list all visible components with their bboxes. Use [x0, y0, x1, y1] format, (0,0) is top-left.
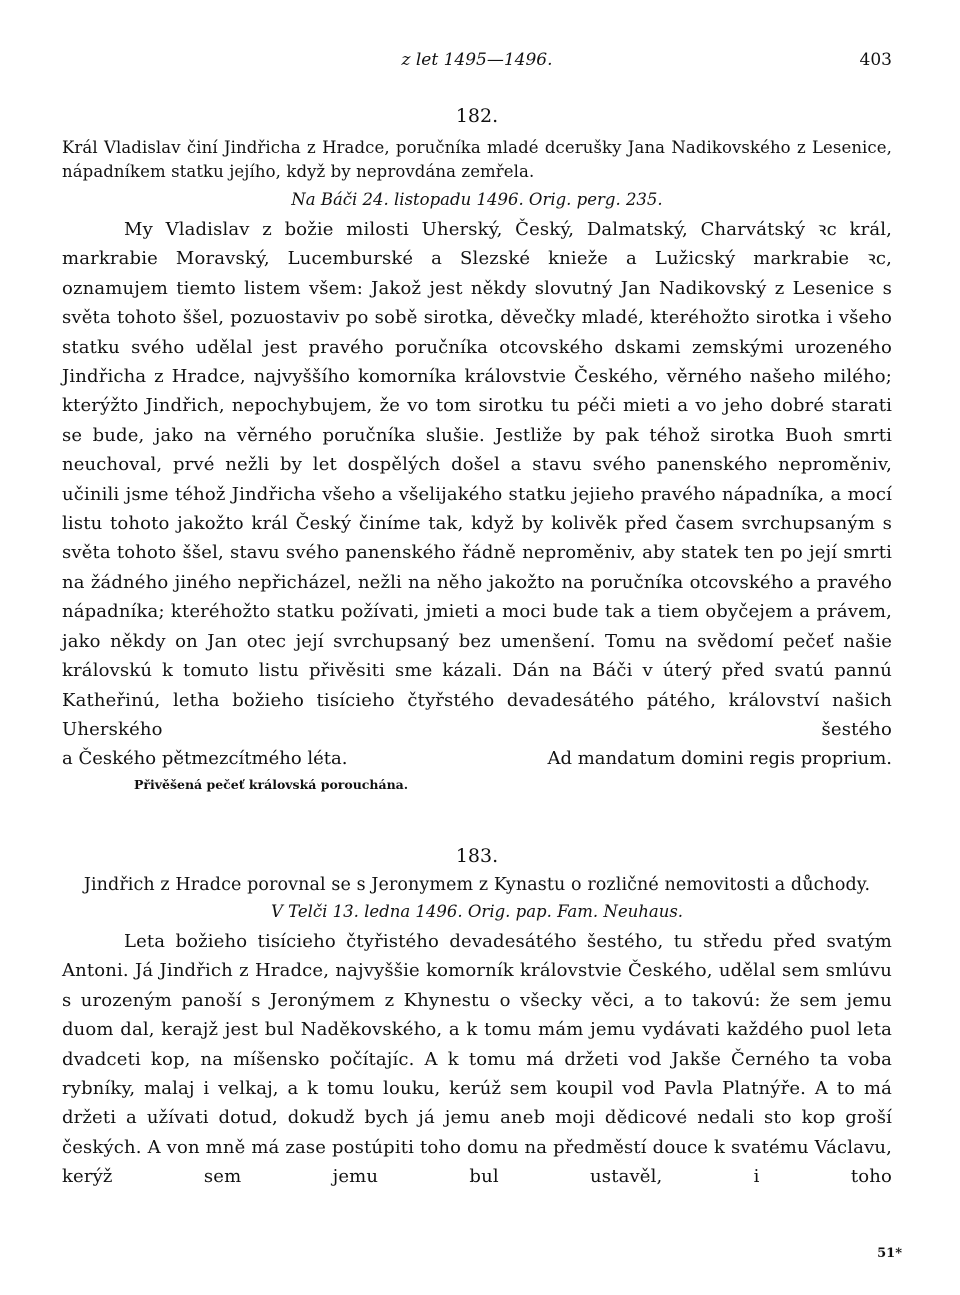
document-number: 182.	[455, 105, 499, 127]
page-number: 403	[859, 50, 892, 70]
document-closing-line	[62, 744, 892, 773]
document-body: My Vladislav z božie milosti Uherský, Český, Dalmatský, Charvátský ꝛc král, markrabie Moravský, Lucemburské a Slezské knieže a Lužicský markrabie ꝛc, oznamujem tiemto listem všem: Jakož jest někdy slovutný Jan Nadikovský z Lesenice s světa tohoto ššel, pozuostaviv po sobě sirotka, děvečky mladé, kteréhožto sirotka i všeho statku svého udělal jest pravého poručníka otcovského dskami zemskými urozeného Jindřicha z Hradce, najvyššího komorníka královstvie Českého, věrného našeho milého; kterýžto Jindřich, nepochybujem, že vo tom sirotku tu péči mieti a vo jeho dobré starati se bude, jako na věrného poručníka slušie. Jestliže by pak téhož sirotka Buoh smrti neuchoval, prvé nežli by let dospělých došel a stavu svého panenského neproměniv, učinili jsme téhož Jindřicha všeho a všelijakého statku jejieho pravého nápadníka, a mocí listu tohoto jakožto král Český činíme tak, když by kolivěk před časem svrchupsaným s světa tohoto ššel, stavu svého panenského řádně neproměniv, aby statek ten po její smrti na žádného jiného nepřicházel, nežli na něho jakožto na poručníka otcovského a pravého nápadníka; kteréhožto statku požívati, jmieti a moci bude tak a tiem obyčejem a právem, jako někdy on Jan otec její svrchupsaný bez umenšení. Tomu na svědomí pečeť našie královskú k tomuto listu přivěsiti sme kázali. Dán na Báči v úterý před svatú pannú Katheřinú, letha božieho tisícieho čtyřstého devadesátého pátého, království našich Uherského šestého	[62, 219, 892, 740]
document-body: Leta božieho tisícieho čtyřistého devadesátého šestého, tu středu před svatým Antoni. Já Jindřich z Hradce, najvyššie komorník královstvie Českého, udělal sem smlúvu s urozeným panoší s Jeronýmem z Khynestu o všecky věci, a to takovú: že sem jemu duom dal, kerajž jest bul Naděkovského, a k tomu mám jemu vydávati každého puol leta dvadceti kop, na míšensko počítajíc. A k tomu má držeti vod Jakše Černého ta voba rybníky, malaj i velkaj, a k tomu louku, kerúž sem koupil vod Pavla Platnýře. A to má držeti a užívati dotud, dokudž bych já jemu aneb moji dědicové nedali sto kop groší českých. A von mně má zase postúpiti toho domu na předměstí douce k svatému Václavu, kerýž sem jemu bul ustavěl, i toho	[62, 931, 892, 1188]
document-dating: Na Báči 24. listopadu 1496. Orig. perg. 235.	[291, 190, 663, 209]
signature-mark: 51*	[877, 1246, 902, 1261]
chancery-note: Ad mandatum domini regis proprium.	[547, 748, 892, 770]
running-head	[62, 50, 892, 74]
document-dating: V Telči 13. ledna 1496. Orig. pap. Fam. Neuhaus.	[270, 902, 684, 921]
document-183	[62, 842, 892, 1192]
document-regest: Jindřich z Hradce porovnal se s Jeronymem z Kynastu o rozličné nemovitosti a důchody.	[83, 875, 871, 895]
document-182	[62, 102, 892, 795]
document-number: 183.	[455, 845, 499, 867]
seal-note: Přivěšená pečeť královská porouchána.	[134, 776, 409, 792]
closing-dating: a Českého pětmezcítmého léta.	[62, 748, 348, 770]
running-title: z let 1495—1496.	[401, 50, 553, 70]
document-regest: Král Vladislav činí Jindřicha z Hradce, poručníka mladé dcerušky Jana Nadikovského z Lesenice, nápadníkem statku jejího, když by neprovdána zemřela.	[62, 138, 892, 181]
